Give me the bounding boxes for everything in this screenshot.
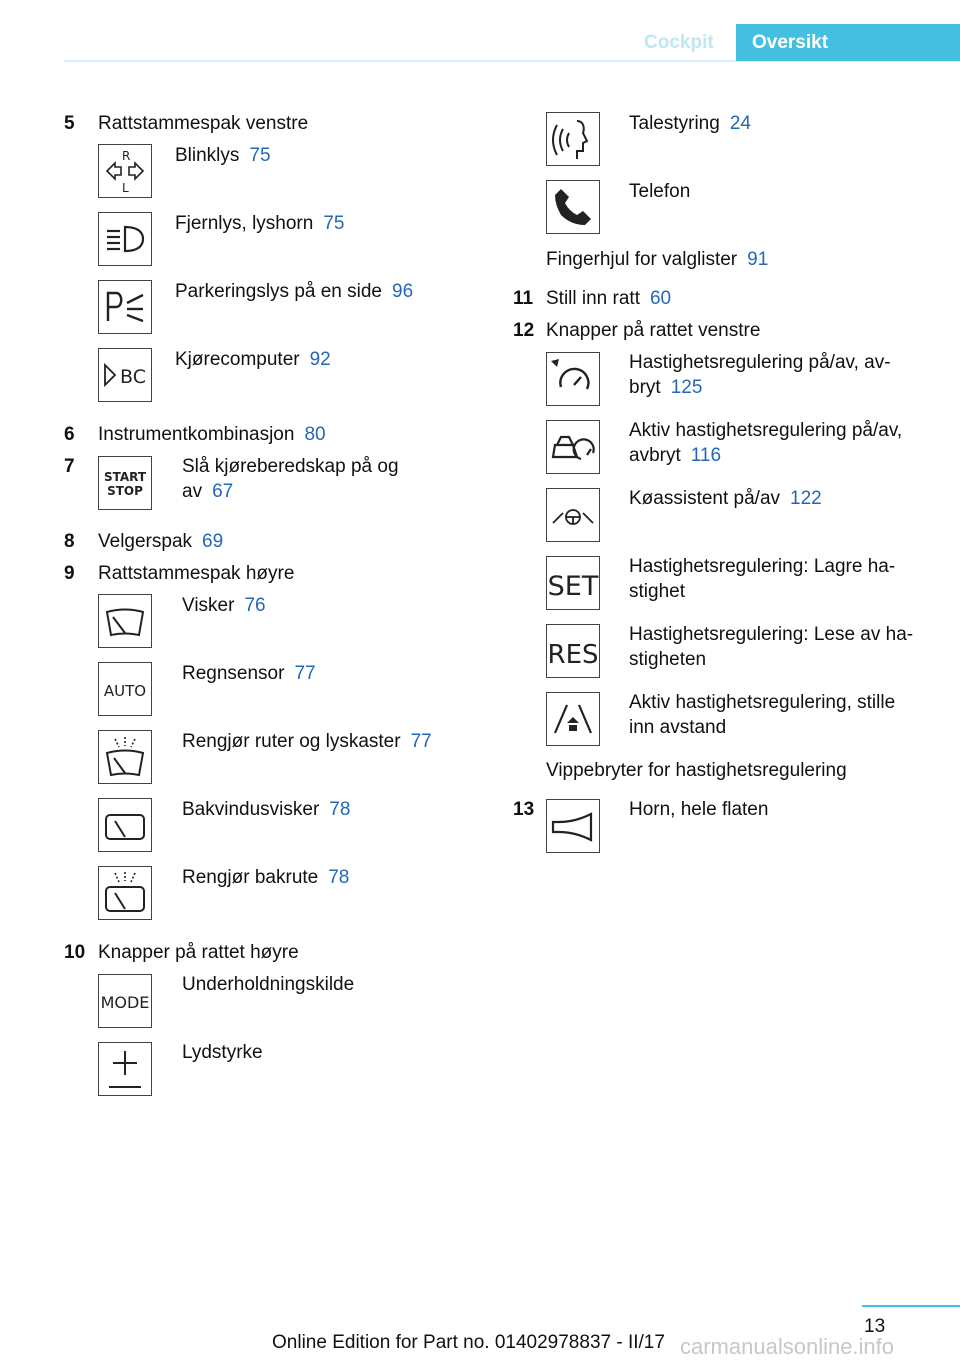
item-12-line1: Aktiv hastighetsregulering på/av,: [629, 420, 903, 441]
voice-control-icon: [546, 112, 600, 166]
header-tab-label: Oversikt: [752, 32, 829, 53]
item-title-9: Rattstammespak høyre: [98, 563, 295, 584]
traffic-jam-assistant-icon: [546, 488, 600, 542]
item-number-9: 9: [64, 563, 75, 584]
item-12-line2: inn avstand: [629, 717, 727, 738]
footer-edition: Online Edition for Part no. 01402978837 - II/17: [272, 1332, 665, 1353]
item-7-line2: av 67: [182, 481, 234, 502]
list-item: Køassistent på/av 122: [629, 488, 822, 509]
page-ref-link[interactable]: 91: [747, 249, 769, 270]
mode-icon-text: MODE: [100, 993, 150, 1012]
cruise-control-icon: [546, 352, 600, 406]
item-number-12: 12: [513, 320, 535, 341]
page-ref-link[interactable]: 92: [309, 349, 331, 370]
item-12-line2: avbryt 116: [629, 445, 722, 466]
page-ref-link[interactable]: 80: [304, 424, 326, 445]
footer-rule: [862, 1305, 960, 1307]
trip-computer-icon-text: BC: [120, 366, 146, 388]
item-12-line1: Hastighetsregulering: Lagre ha-: [629, 556, 896, 577]
list-item: Parkeringslys på en side 96: [175, 281, 414, 302]
turn-signal-icon: [98, 144, 152, 198]
start-stop-icon-stop: STOP: [107, 484, 143, 498]
list-item: Lydstyrke: [182, 1042, 263, 1063]
page-ref-link[interactable]: 76: [244, 595, 266, 616]
item-title-11: Still inn ratt 60: [546, 288, 672, 309]
item-12-line2: bryt 125: [629, 377, 703, 398]
page-ref-link[interactable]: 69: [202, 531, 224, 552]
washer-icon: [98, 730, 152, 784]
set-speed-icon: [546, 556, 600, 610]
active-cruise-control-icon: [546, 420, 600, 474]
item-number-13: 13: [513, 799, 535, 820]
page-ref-link[interactable]: 67: [212, 481, 234, 502]
item-12-line1: Hastighetsregulering: Lese av ha-: [629, 624, 914, 645]
page-ref-link[interactable]: 116: [690, 445, 722, 466]
item-title-10: Knapper på rattet høyre: [98, 942, 299, 963]
header-section-cockpit: Cockpit: [644, 32, 714, 53]
item-number-11: 11: [513, 288, 534, 309]
item-7-line1: Slå kjøreberedskap på og: [182, 456, 399, 477]
rain-sensor-icon-text: AUTO: [103, 682, 147, 700]
page-ref-link[interactable]: 78: [328, 867, 350, 888]
phone-icon: [546, 180, 600, 234]
volume-icon: [98, 1042, 152, 1096]
page-ref-link[interactable]: 77: [410, 731, 432, 752]
list-item: Telefon: [629, 181, 691, 202]
item-title-8: Velgerspak 69: [98, 531, 224, 552]
rear-wiper-icon: [98, 798, 152, 852]
list-item: Underholdningskilde: [182, 974, 355, 995]
list-item: Rengjør ruter og lyskaster 77: [182, 731, 432, 752]
list-item: Visker 76: [182, 595, 266, 616]
list-item: Regnsensor 77: [182, 663, 316, 684]
rear-washer-icon: [98, 866, 152, 920]
item-title-12: Knapper på rattet venstre: [546, 320, 761, 341]
page-ref-link[interactable]: 24: [729, 113, 751, 134]
page-ref-link[interactable]: 125: [670, 377, 703, 398]
set-speed-icon-text: SET: [547, 571, 599, 602]
high-beam-icon: [98, 212, 152, 266]
trip-computer-icon: [98, 348, 152, 402]
item-title-5: Rattstammespak venstre: [98, 113, 309, 134]
page-ref-link[interactable]: 75: [323, 213, 345, 234]
parking-light-icon: [98, 280, 152, 334]
watermark: carmanualsonline.info: [680, 1334, 895, 1359]
page-ref-link[interactable]: 75: [249, 145, 271, 166]
horn-icon: [546, 799, 600, 853]
item-number-6: 6: [64, 424, 75, 445]
page-ref-link[interactable]: 122: [790, 488, 822, 509]
item-title-13: Horn, hele flaten: [629, 799, 769, 820]
item-12-line1: Hastighetsregulering på/av, av-: [629, 352, 891, 373]
page-ref-link[interactable]: 96: [392, 281, 414, 302]
resume-speed-icon: [546, 624, 600, 678]
list-item: Blinklys 75: [175, 145, 271, 166]
item-number-5: 5: [64, 113, 75, 134]
start-stop-icon-start: START: [103, 470, 147, 484]
turn-signal-icon-r: R: [122, 149, 131, 163]
turn-signal-icon-l: L: [122, 181, 129, 195]
wiper-icon: [98, 594, 152, 648]
item-12-line2: stigheten: [629, 649, 707, 670]
item-number-7: 7: [64, 456, 75, 477]
item-12-line1: Aktiv hastighetsregulering, stille: [629, 692, 896, 713]
page-ref-link[interactable]: 60: [649, 288, 672, 309]
item-12-line2: stighet: [629, 581, 685, 602]
start-stop-icon: [98, 456, 152, 510]
list-item: Rengjør bakrute 78: [182, 867, 350, 888]
item-title-6: Instrumentkombinasjon 80: [98, 424, 326, 445]
list-item: Talestyring 24: [629, 113, 751, 134]
distance-setting-icon: [546, 692, 600, 746]
resume-speed-icon-text: RES: [547, 640, 599, 670]
rocker-switch-label: Vippebryter for hastighetsregulering: [546, 760, 847, 781]
page-number: 13: [864, 1316, 886, 1337]
page-ref-link[interactable]: 78: [329, 799, 351, 820]
item-number-8: 8: [64, 531, 75, 552]
list-item: Bakvindusvisker 78: [182, 799, 351, 820]
header-tab-oversikt: [736, 24, 960, 61]
list-item: Fjernlys, lyshorn 75: [175, 213, 345, 234]
page-ref-link[interactable]: 77: [294, 663, 316, 684]
item-number-10: 10: [64, 942, 86, 963]
list-item: Kjørecomputer 92: [175, 349, 331, 370]
finger-wheel-label: Fingerhjul for valglister 91: [546, 249, 769, 270]
rain-sensor-icon: [98, 662, 152, 716]
mode-icon: [98, 974, 152, 1028]
